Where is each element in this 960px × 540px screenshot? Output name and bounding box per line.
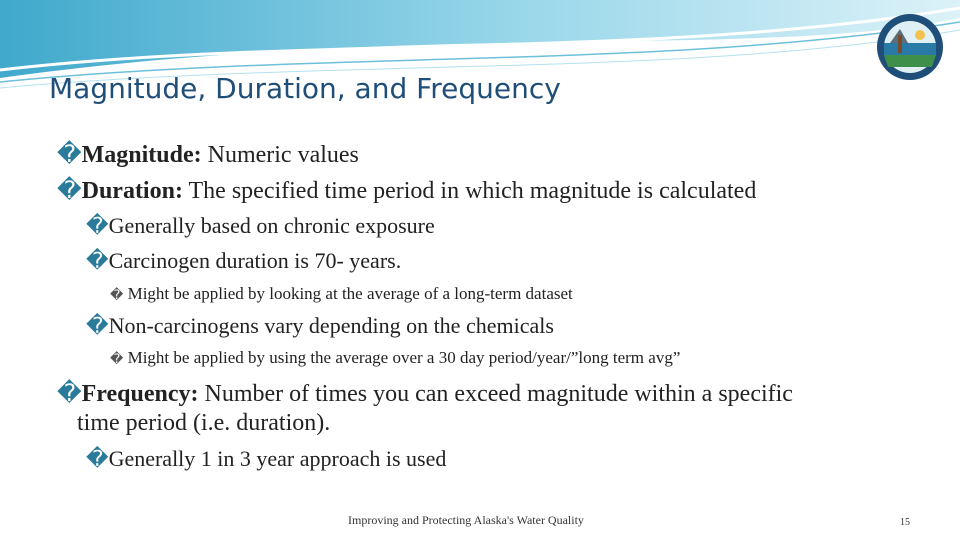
footer-text: Improving and Protecting Alaska's Water Quality xyxy=(348,513,584,527)
bullet-glyph: � xyxy=(57,176,82,204)
bullet-glyph: � xyxy=(86,249,109,274)
sub-sub-bullet-noncarcinogen xyxy=(110,348,680,368)
sub-bullet-frequency xyxy=(86,446,446,472)
term-frequency: Frequency: xyxy=(81,381,199,407)
noncarcinogen-detail-text: Might be applied by using the average over a 30 day period/year/”long term avg” xyxy=(127,348,681,367)
bullet-glyph: � xyxy=(86,447,109,472)
bullet-duration xyxy=(57,176,756,205)
term-duration: Duration: xyxy=(81,178,183,204)
carcinogen-text: Carcinogen duration is 70- years. xyxy=(108,248,402,273)
sub-bullet-chronic xyxy=(86,213,435,239)
bullet-glyph: � xyxy=(57,140,82,168)
bullet-glyph: � xyxy=(86,214,109,239)
frequency-text: Number of times you can exceed magnitude within a specific xyxy=(198,381,793,407)
chronic-text: Generally based on chronic exposure xyxy=(108,213,435,238)
page-number: 15 xyxy=(900,517,910,528)
bullet-frequency xyxy=(57,379,793,408)
bullet-glyph: � xyxy=(86,314,109,339)
bullet-glyph: � xyxy=(57,379,82,407)
duration-text: The specified time period in which magnitude is calculated xyxy=(182,178,757,204)
sub-bullet-noncarcinogen xyxy=(86,313,554,339)
magnitude-text: Numeric values xyxy=(201,142,359,168)
alaska-dec-seal-logo xyxy=(876,13,944,81)
slide-title: Magnitude, Duration, and Frequency xyxy=(49,72,561,105)
noncarcinogen-text: Non-carcinogens vary depending on the chemicals xyxy=(108,313,554,338)
bullet-glyph: � xyxy=(110,288,124,303)
frequency-text-continued: time period (i.e. duration). xyxy=(77,410,331,436)
frequency-approach-text: Generally 1 in 3 year approach is used xyxy=(108,446,447,471)
bullet-glyph: � xyxy=(110,352,124,367)
bullet-magnitude xyxy=(57,140,359,169)
sub-bullet-carcinogen xyxy=(86,248,401,274)
term-magnitude: Magnitude: xyxy=(81,142,202,168)
carcinogen-detail-text: Might be applied by looking at the average of a long-term dataset xyxy=(127,284,573,303)
sub-sub-bullet-carcinogen xyxy=(110,284,573,304)
